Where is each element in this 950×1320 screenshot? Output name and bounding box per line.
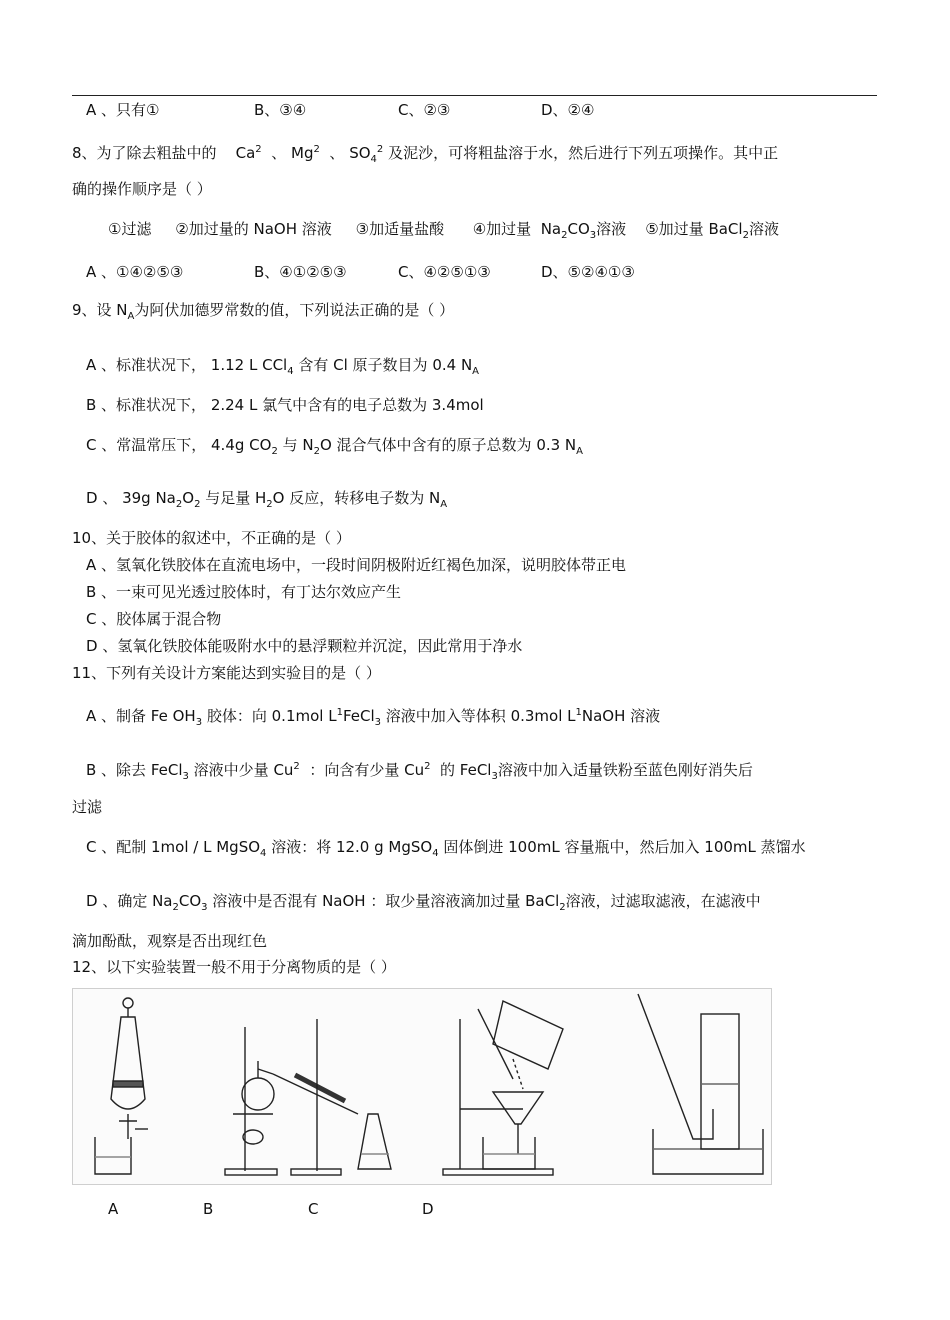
q8-option-c[interactable]: C、④②⑤①③ bbox=[398, 263, 491, 281]
q8-stem: 8、为了除去粗盐中的 Ca$^2$ 、 Mg$^2$ 、 $SO_4^2$ 及泥沙，可将粗盐溶于水，然后进行下列五项操作。其中正 bbox=[72, 144, 779, 165]
apparatus-figure bbox=[72, 988, 772, 1185]
top-rule bbox=[72, 95, 877, 96]
q11-option-d[interactable]: D 、确定 $Na_2CO_3$ 溶液中是否混有 NaOH ：取少量溶液滴加过量 BaCl$_2$溶液，过滤取滤液，在滤液中 bbox=[86, 892, 761, 913]
q9-option-d[interactable]: D 、 39g $Na_2O_2$ 与足量 $H_2O$ 反应，转移电子数为 $N_A$ bbox=[86, 489, 448, 510]
apparatus-label-c[interactable]: C bbox=[308, 1200, 319, 1218]
q11-option-a[interactable]: A 、制备 Fe $OH_3$ 胶体：向 0.1mol $L^1FeCl_3$ 溶液中加入等体积 0.3mol $L^1NaOH$ 溶液 bbox=[86, 707, 661, 728]
q7-option-b[interactable]: B、③④ bbox=[254, 101, 307, 119]
q9-option-c[interactable]: C 、常温常压下， 4.4g $CO_2$ 与 $N_2O$ 混合气体中含有的原子总数为 0.3 $N_A$ bbox=[86, 436, 584, 457]
distillation-apparatus-icon bbox=[225, 1019, 391, 1175]
apparatus-label-d[interactable]: D bbox=[422, 1200, 434, 1218]
q7-option-d[interactable]: D、②④ bbox=[541, 101, 595, 119]
q8-option-d[interactable]: D、⑤②④①③ bbox=[541, 263, 635, 281]
q12-stem: 12、以下实验装置一般不用于分离物质的是（ ） bbox=[72, 958, 396, 976]
gas-collection-apparatus-icon bbox=[638, 994, 763, 1174]
q7-option-a[interactable]: A 、只有① bbox=[86, 101, 160, 119]
q9-stem: 9、设 $N_A$为阿伏加德罗常数的值，下列说法正确的是（ ） bbox=[72, 301, 455, 322]
apparatus-drawing bbox=[73, 989, 771, 1184]
q11-option-b-line2: 过滤 bbox=[72, 798, 103, 816]
apparatus-label-b[interactable]: B bbox=[203, 1200, 214, 1218]
q11-option-d-line2: 滴加酚酞，观察是否出现红色 bbox=[72, 932, 268, 950]
q9-option-b[interactable]: B 、标准状况下， 2.24 L 氯气中含有的电子总数为 3.4mol bbox=[86, 396, 484, 414]
q11-option-c[interactable]: C 、配制 1mol / L MgSO$_4$ 溶液：将 12.0 g MgSO$_4$ 固体倒进 100mL 容量瓶中，然后加入 100mL 蒸馏水 bbox=[86, 838, 806, 859]
q11-stem: 11、下列有关设计方案能达到实验目的是（ ） bbox=[72, 664, 381, 682]
q10-option-c[interactable]: C 、胶体属于混合物 bbox=[86, 610, 222, 628]
q8-operations: ①过滤 ②加过量的 NaOH 溶液 ③加适量盐酸 ④加过量 $Na_2CO_3$溶液 ⑤加过量 BaCl$_2$溶液 bbox=[108, 220, 779, 241]
q10-option-b[interactable]: B 、一束可见光透过胶体时，有丁达尔效应产生 bbox=[86, 583, 402, 601]
q8-option-b[interactable]: B、④①②⑤③ bbox=[254, 263, 347, 281]
q11-option-b[interactable]: B 、除去 FeCl$_3$ 溶液中少量 Cu$^2$ ：向含有少量 Cu$^2$ 的 FeCl$_3$溶液中加入适量铁粉至蓝色刚好消失后 bbox=[86, 761, 753, 782]
q8-stem-line2: 确的操作顺序是（ ） bbox=[72, 180, 212, 198]
filtration-apparatus-icon bbox=[443, 1001, 563, 1175]
separatory-funnel-icon bbox=[95, 998, 148, 1174]
q7-option-c[interactable]: C、②③ bbox=[398, 101, 451, 119]
apparatus-label-a[interactable]: A bbox=[108, 1200, 119, 1218]
q8-option-a[interactable]: A 、①④②⑤③ bbox=[86, 263, 184, 281]
q10-option-a[interactable]: A 、氢氧化铁胶体在直流电场中，一段时间阴极附近红褐色加深，说明胶体带正电 bbox=[86, 556, 627, 574]
q10-option-d[interactable]: D 、氢氧化铁胶体能吸附水中的悬浮颗粒并沉淀，因此常用于净水 bbox=[86, 637, 523, 655]
q9-option-a[interactable]: A 、标准状况下， 1.12 L CCl$_4$ 含有 Cl 原子数目为 0.4 $N_A$ bbox=[86, 356, 480, 377]
q10-stem: 10、关于胶体的叙述中，不正确的是（ ） bbox=[72, 529, 351, 547]
